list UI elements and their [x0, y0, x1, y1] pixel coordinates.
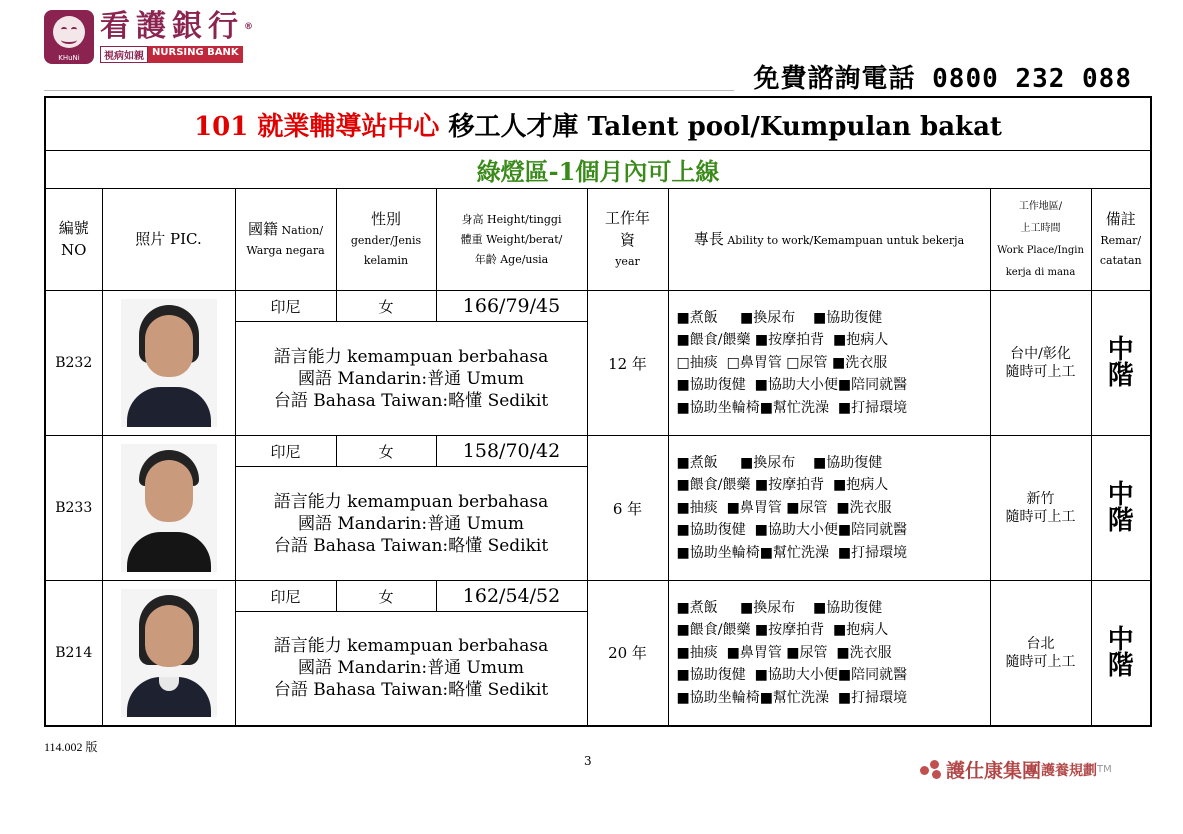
worker-remark: 中 階 — [1091, 436, 1151, 581]
col-no: 編號 NO — [45, 189, 102, 291]
worker-place: 台北 隨時可上工 — [990, 581, 1091, 726]
worker-height-weight-age: 166/79/45 — [436, 291, 587, 322]
page-number: 3 — [584, 754, 592, 768]
brand-trademark: TM — [1097, 764, 1112, 775]
logo-english: NURSING BANK — [148, 46, 243, 63]
table-row — [45, 436, 1151, 467]
table-title: 101 就業輔導站中心 移工人才庫 Talent pool/Kumpulan bakat — [45, 97, 1151, 151]
worker-nation: 印尼 — [235, 291, 336, 322]
hotline: 免費諮詢電話 0800 232 088 — [753, 64, 1132, 94]
brand-tagline: 護養規劃 — [1041, 762, 1098, 779]
worker-years: 20 年 — [587, 581, 668, 726]
nursing-bank-logo — [44, 10, 253, 64]
table-row — [45, 291, 1151, 322]
logo-tag: KHuNi — [58, 54, 80, 62]
logo-name: 看護銀行 — [100, 9, 244, 44]
table-subtitle: 綠燈區-1個月內可上線 — [45, 151, 1151, 189]
col-photo: 照片 PIC. — [102, 189, 235, 291]
col-remark: 備註 Remar/ catatan — [1091, 189, 1151, 291]
worker-skills: ■煮飯 ■換尿布 ■協助復健 ■餵食/餵藥 ■按摩拍背 ■抱病人 ■抽痰 ■鼻胃管 ■尿管 ■洗衣服 ■協助復健 ■協助大小便■陪同就醫 ■協助坐輪椅■幫忙洗澡 ■打掃環境 — [668, 436, 990, 581]
worker-place: 新竹 隨時可上工 — [990, 436, 1091, 581]
worker-remark: 中 階 — [1091, 291, 1151, 436]
person-photo — [121, 589, 217, 717]
worker-photo — [102, 436, 235, 581]
logo-slogan: 視病如親 — [100, 46, 148, 63]
table-row — [45, 581, 1151, 612]
brand-name: 護仕康集團 — [946, 760, 1042, 782]
page-header — [44, 8, 1144, 96]
logo-registered-mark: ® — [244, 22, 253, 32]
worker-nation: 印尼 — [235, 581, 336, 612]
column-header-row — [45, 189, 1151, 291]
worker-languages: 語言能力 kemampuan berbahasa 國語 Mandarin:普通 Umum 台語 Bahasa Taiwan:略懂 Sedikit — [235, 467, 587, 581]
person-photo — [121, 299, 217, 427]
col-ability: 專長 Ability to work/Kemampuan untuk bekerja — [668, 189, 990, 291]
worker-place: 台中/彰化 隨時可上工 — [990, 291, 1091, 436]
worker-years: 6 年 — [587, 436, 668, 581]
col-height-weight-age: 身高 Height/tinggi 體重 Weight/berat/ 年齡 Age/usia — [436, 189, 587, 291]
col-years: 工作年 資 year — [587, 189, 668, 291]
worker-gender: 女 — [336, 581, 436, 612]
col-nation: 國籍 Nation/ Warga negara — [235, 189, 336, 291]
col-gender: 性別 gender/Jenis kelamin — [336, 189, 436, 291]
footer-brand-logo — [920, 756, 1112, 783]
worker-languages: 語言能力 kemampuan berbahasa 國語 Mandarin:普通 Umum 台語 Bahasa Taiwan:略懂 Sedikit — [235, 322, 587, 436]
worker-skills: ■煮飯 ■換尿布 ■協助復健 ■餵食/餵藥 ■按摩拍背 ■抱病人 ■抽痰 ■鼻胃管 ■尿管 ■洗衣服 ■協助復健 ■協助大小便■陪同就醫 ■協助坐輪椅■幫忙洗澡 ■打掃環境 — [668, 581, 990, 726]
worker-remark: 中 階 — [1091, 581, 1151, 726]
worker-id: B214 — [45, 581, 102, 726]
worker-gender: 女 — [336, 291, 436, 322]
version-label: 114.002 版 — [44, 740, 98, 754]
worker-height-weight-age: 162/54/52 — [436, 581, 587, 612]
brand-mark-icon — [920, 760, 942, 780]
worker-years: 12 年 — [587, 291, 668, 436]
col-place: 工作地區/ 上工時間 Work Place/Ingin kerja di mana — [990, 189, 1091, 291]
worker-photo — [102, 291, 235, 436]
worker-height-weight-age: 158/70/42 — [436, 436, 587, 467]
worker-id: B232 — [45, 291, 102, 436]
worker-id: B233 — [45, 436, 102, 581]
talent-pool-table — [44, 96, 1152, 727]
header-divider — [44, 90, 734, 91]
worker-photo — [102, 581, 235, 726]
worker-skills: ■煮飯 ■換尿布 ■協助復健 ■餵食/餵藥 ■按摩拍背 ■抱病人 □抽痰 □鼻胃管 □尿管 ■洗衣服 ■協助復健 ■協助大小便■陪同就醫 ■協助坐輪椅■幫忙洗澡 ■打掃環境 — [668, 291, 990, 436]
worker-gender: 女 — [336, 436, 436, 467]
logo-mascot-icon — [44, 10, 94, 64]
person-photo — [121, 444, 217, 572]
worker-languages: 語言能力 kemampuan berbahasa 國語 Mandarin:普通 Umum 台語 Bahasa Taiwan:略懂 Sedikit — [235, 612, 587, 726]
worker-nation: 印尼 — [235, 436, 336, 467]
